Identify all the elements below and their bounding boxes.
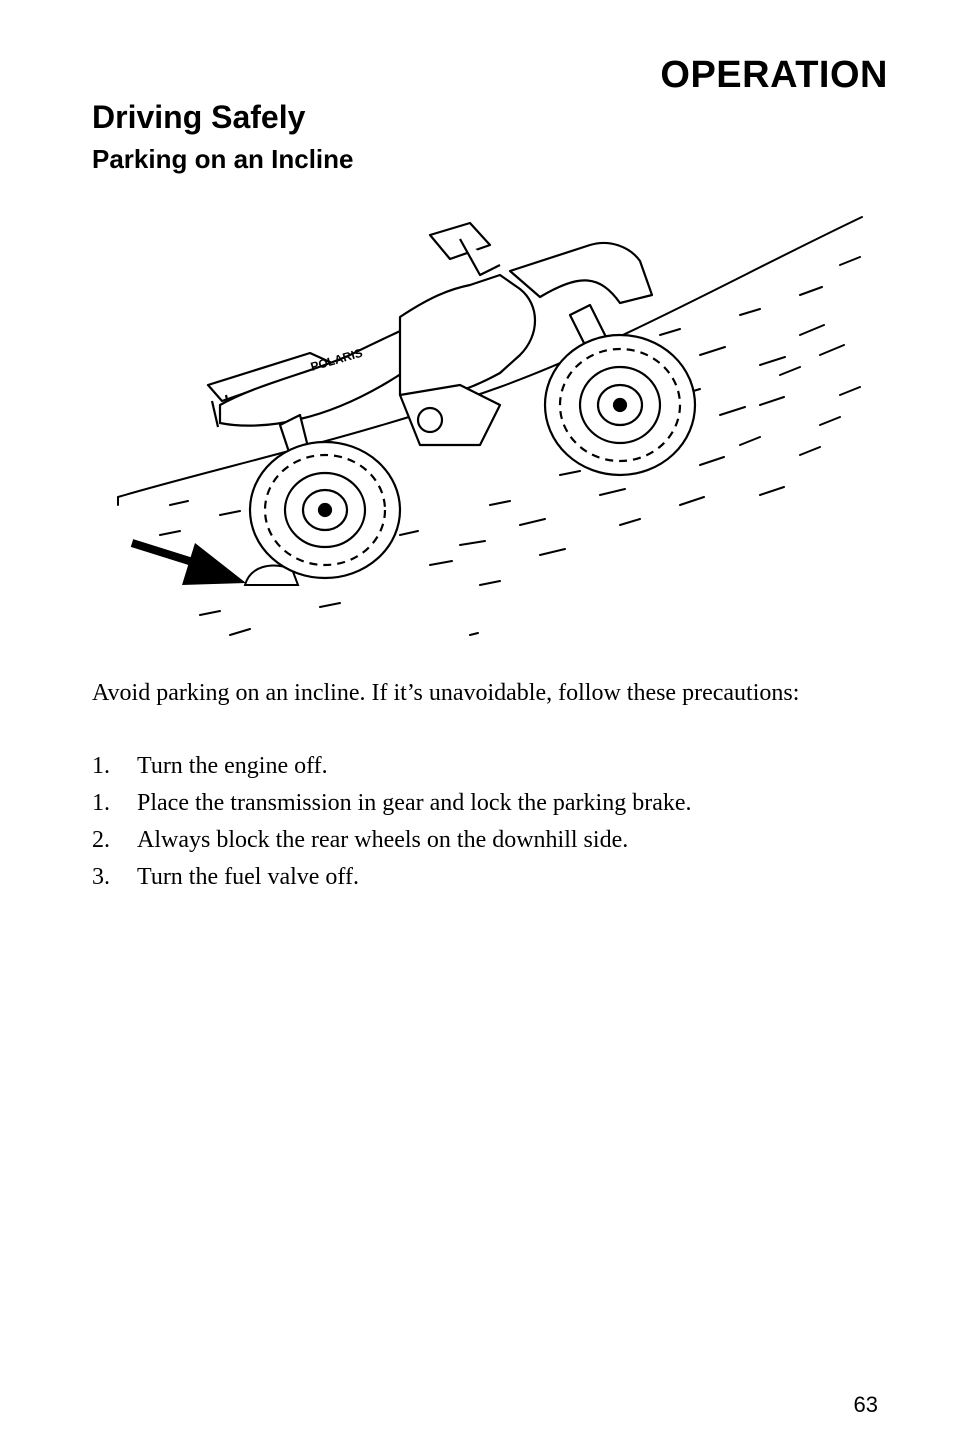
page-heading: Driving Safely	[92, 99, 306, 135]
list-item	[92, 859, 872, 896]
list-item	[92, 748, 872, 785]
list-item	[92, 822, 872, 859]
atv-logo: POLARIS	[308, 345, 365, 374]
step-number: 1.	[92, 753, 110, 779]
precaution-steps-list	[92, 748, 872, 896]
arrow-icon	[132, 543, 246, 585]
list-item	[92, 785, 872, 822]
step-text: Turn the fuel valve off.	[137, 864, 359, 890]
step-text: Always block the rear wheels on the downhill side.	[137, 827, 629, 853]
section-title: OPERATION	[660, 54, 888, 96]
page-number: 63	[853, 1392, 878, 1417]
step-number: 2.	[92, 827, 110, 853]
step-text: Place the transmission in gear and lock the parking brake.	[137, 790, 692, 816]
page-subheading: Parking on an Incline	[92, 144, 354, 174]
step-number: 3.	[92, 864, 110, 890]
front-wheel	[545, 335, 695, 475]
step-number: 1.	[92, 790, 110, 816]
intro-paragraph: Avoid parking on an incline. If it’s unavoidable, follow these precautions:	[92, 680, 800, 706]
atv-parked-on-incline-illustration	[100, 205, 880, 655]
step-text: Turn the engine off.	[137, 753, 328, 779]
rear-wheel	[250, 442, 400, 578]
